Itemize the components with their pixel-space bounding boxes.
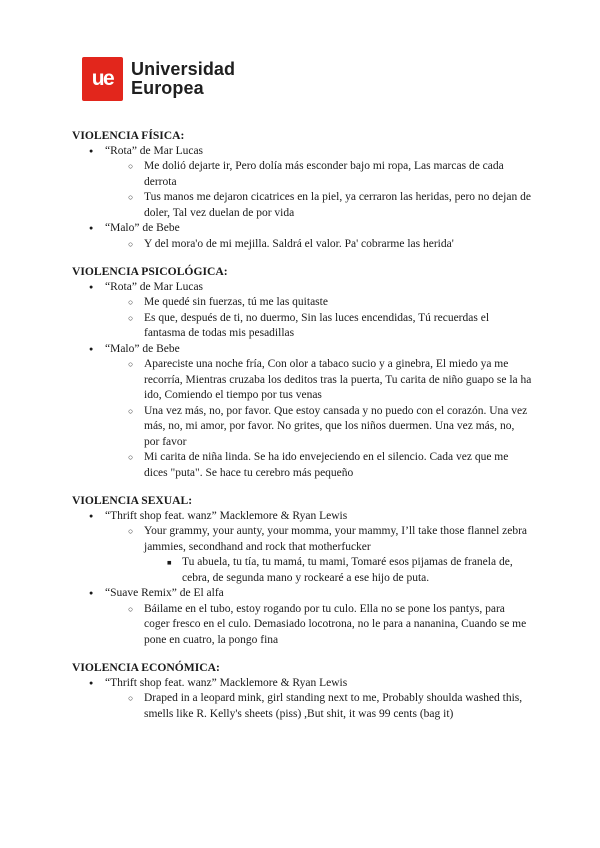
song-title: “Thrift shop feat. wanz” Macklemore & Ryan Lewis xyxy=(105,509,348,522)
lyric-item: ○ Me quedé sin fuerzas, tú me las quitaste xyxy=(72,295,532,311)
song-title: “Rota” de Mar Lucas xyxy=(105,144,204,157)
lyric-item: ○ Mi carita de niña linda. Se ha ido envejeciendo en el silencio. Cada vez que me dices "puta". Se hace tu cerebro más pequeño xyxy=(72,450,532,481)
logo-line-2: Europea xyxy=(131,78,204,98)
song-item xyxy=(72,509,532,587)
section-economic-violence xyxy=(72,660,532,722)
lyric-item: ○ Draped in a leopard mink, girl standing next to me, Probably shoulda washed this, smells like R. Kelly's sheets (piss) ,But shit, it was 99 cents (bag it) xyxy=(72,691,532,722)
document-body xyxy=(72,128,532,734)
logo-line-1: Universidad xyxy=(131,59,236,79)
section-title: VIOLENCIA SEXUAL: xyxy=(72,494,193,507)
section-title: VIOLENCIA PSICOLÓGICA: xyxy=(72,265,228,278)
translation-item: ■ Tu abuela, tu tía, tu mamá, tu mami, Tomaré esos pijamas de franela de, cebra, de segunda mano y rockearé a ese hijo de puta. xyxy=(72,555,532,586)
section-sexual-violence xyxy=(72,493,532,648)
section-title: VIOLENCIA FÍSICA: xyxy=(72,129,185,142)
lyric-item: ○ Apareciste una noche fría, Con olor a tabaco sucio y a ginebra, El miedo ya me recorría, Mientras cruzaba los deditos tras la puerta, Tu carita de niño guapo se la ha ido, Comiendo el tiempo por tus venas xyxy=(72,357,532,404)
section-physical-violence xyxy=(72,128,532,252)
lyric-item: ○ Báilame en el tubo, estoy rogando por tu culo. Ella no se pone los pantys, para coger fresco en el culo. Demasiado locotrona, no le para a nananina, Cuando se me pone en cuatro, la pongo fina xyxy=(72,602,532,649)
lyric-item: ○ Es que, después de ti, no duermo, Sin las luces encendidas, Tú recuerdas el fantasma de todas mis pesadillas xyxy=(72,311,532,342)
university-logo xyxy=(82,57,235,101)
lyric-item: ○ Una vez más, no, por favor. Que estoy cansada y no puedo con el corazón. Una vez más, no, mi amor, por favor. No grites, que los niños duermen. Una vez más, no, por favor xyxy=(72,404,532,451)
lyric-item: ○ Me dolió dejarte ir, Pero dolía más esconder bajo mi ropa, Las marcas de cada derrota xyxy=(72,159,532,190)
song-title: “Suave Remix” de El alfa xyxy=(105,587,224,599)
song-item xyxy=(72,676,532,723)
lyric-item: ○ Tus manos me dejaron cicatrices en la piel, ya cerraron las heridas, pero no dejan de doler, Tal vez duelan de por vida xyxy=(72,190,532,221)
lyric-item xyxy=(72,524,532,586)
lyric-text: Your grammy, your aunty, your momma, your mammy, I’ll take those flannel zebra jammies, secondhand and rock that motherfucker xyxy=(144,525,528,553)
logo-wordmark xyxy=(131,60,235,98)
logo-mark-text: ue xyxy=(91,67,114,90)
lyric-item: ○ Y del mora'o de mi mejilla. Saldrá el valor. Pa' cobrarme las herida' xyxy=(72,237,532,253)
song-item xyxy=(72,221,532,252)
song-title: “Rota” de Mar Lucas xyxy=(105,280,204,293)
song-title: “Malo” de Bebe xyxy=(105,222,180,234)
song-item xyxy=(72,586,532,648)
song-item xyxy=(72,280,532,342)
song-title: “Thrift shop feat. wanz” Macklemore & Ryan Lewis xyxy=(105,676,348,689)
song-title: “Malo” de Bebe xyxy=(105,342,180,355)
song-item xyxy=(72,342,532,482)
song-item xyxy=(72,144,532,222)
section-title: VIOLENCIA ECONÓMICA: xyxy=(72,661,220,674)
section-psychological-violence xyxy=(72,264,532,481)
logo-mark-icon xyxy=(82,57,123,101)
